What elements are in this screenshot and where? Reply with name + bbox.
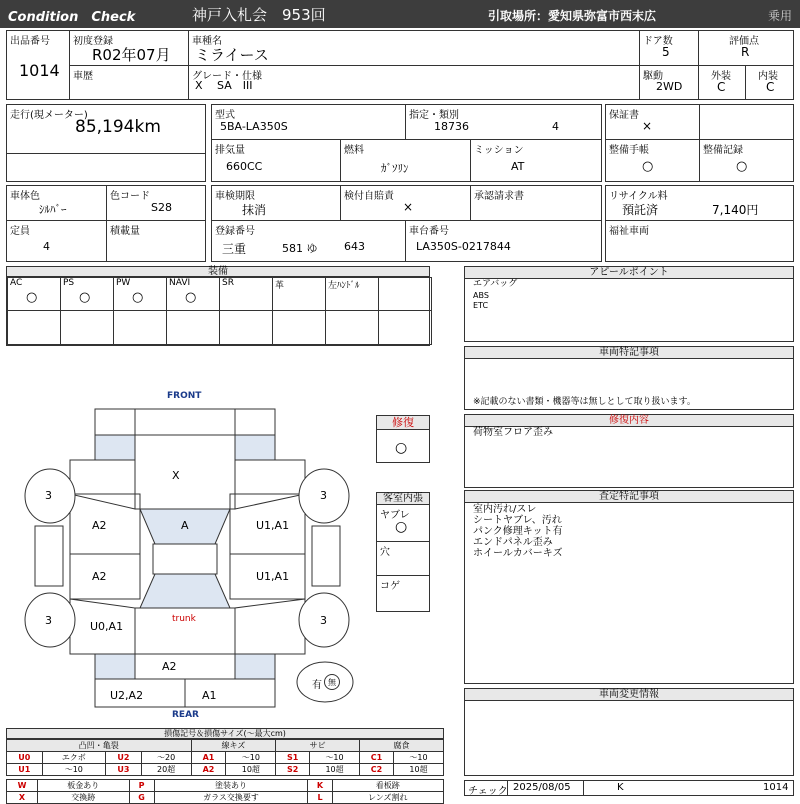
legend-group: 線キズ bbox=[191, 740, 276, 752]
equipment-cell-empty bbox=[60, 310, 114, 345]
score-cell bbox=[698, 30, 794, 66]
equipment-cell-empty bbox=[219, 310, 273, 345]
mileage-value: 85,194km bbox=[75, 117, 161, 137]
hood-panel bbox=[135, 435, 235, 509]
fuel-cell bbox=[340, 139, 471, 182]
cabin-hole-label: 穴 bbox=[380, 547, 390, 558]
appeal-line: ABS bbox=[473, 291, 489, 300]
right-quarter bbox=[235, 599, 305, 654]
first-reg-label: 初度登録 bbox=[73, 36, 113, 47]
legend-table bbox=[6, 739, 444, 776]
legend-code: W bbox=[7, 780, 38, 792]
legend-code: U2 bbox=[106, 752, 142, 764]
legend-code: P bbox=[129, 780, 154, 792]
right-fender bbox=[235, 460, 305, 509]
repair-detail-title: 修復内容 bbox=[465, 415, 793, 427]
model-cell bbox=[211, 104, 406, 140]
plate-number: 581 ゆ bbox=[282, 242, 318, 255]
equipment-cell bbox=[166, 277, 220, 311]
spec-cell bbox=[405, 104, 602, 140]
load-cell bbox=[106, 220, 206, 262]
front-left-corner bbox=[95, 409, 135, 435]
equipment-cell bbox=[378, 277, 432, 311]
legend-code: C1 bbox=[360, 752, 394, 764]
check-divider bbox=[507, 781, 508, 795]
displacement-cell bbox=[211, 139, 341, 182]
interior-label: 内装 bbox=[758, 71, 778, 82]
tire-rr-mark: 3 bbox=[320, 614, 327, 627]
recycle-fee: 7,140円 bbox=[712, 203, 759, 217]
inspection-label: 車検期限 bbox=[215, 191, 255, 202]
left-fender bbox=[70, 460, 135, 509]
assessment-line: シートヤブレ、汚れ bbox=[473, 515, 562, 526]
cabin-box bbox=[376, 492, 430, 612]
insurance-cell bbox=[340, 185, 471, 221]
plate-cell bbox=[211, 220, 406, 262]
auction-title: 神戸入札会 953回 bbox=[192, 6, 326, 24]
legend-desc: ガラス交換要す bbox=[154, 792, 308, 804]
equipment-cell bbox=[113, 277, 167, 311]
check-divider bbox=[583, 781, 584, 795]
repair-detail-line: 荷物室フロア歪み bbox=[473, 427, 553, 438]
mission-cell bbox=[470, 139, 602, 182]
vehicle-name: ミライース bbox=[195, 46, 269, 64]
legend-code: S2 bbox=[276, 764, 310, 776]
chassis-label: 車台番号 bbox=[409, 226, 449, 237]
left-front-door-mark: A2 bbox=[92, 519, 107, 532]
model-label: 型式 bbox=[215, 110, 235, 121]
drive-label: 駆動 bbox=[643, 71, 663, 82]
cabin-tear-mark: ○ bbox=[395, 519, 408, 535]
legend-desc: 板金あり bbox=[37, 780, 129, 792]
tire-rl-mark: 3 bbox=[45, 614, 52, 627]
left-quarter-mark: U0,A1 bbox=[90, 620, 124, 633]
rear-panel bbox=[135, 654, 235, 679]
assessment-line: 室内汚れ/スレ bbox=[473, 504, 537, 515]
legend-desc: 塗装あり bbox=[154, 780, 308, 792]
legend-desc: エクボ bbox=[42, 752, 106, 764]
special-notes-title: 車両特記事項 bbox=[465, 347, 793, 359]
color-value: ｼﾙﾊﾞｰ bbox=[39, 203, 67, 216]
warranty-cell bbox=[605, 104, 700, 140]
interior-cell bbox=[745, 65, 794, 100]
assessment-panel bbox=[464, 490, 794, 684]
recycle-label: リサイクル料 bbox=[609, 191, 668, 202]
mileage-label: 走行(現メーター) bbox=[10, 110, 88, 121]
special-notes-text: ※記載のない書類・機器等は無しとして取り扱います。 bbox=[473, 397, 696, 407]
legend-desc: 〜10 bbox=[310, 752, 360, 764]
rear-window bbox=[140, 574, 230, 608]
legend-code: U3 bbox=[106, 764, 142, 776]
doors-value: 5 bbox=[662, 45, 670, 59]
name-cell bbox=[188, 30, 640, 66]
assessment-line: パンク修理キット有 bbox=[473, 526, 563, 537]
repair-box bbox=[376, 415, 430, 463]
equipment-label: PW bbox=[116, 278, 131, 288]
history-cell bbox=[69, 65, 189, 100]
equipment-cell bbox=[325, 277, 379, 311]
color-cell bbox=[6, 185, 107, 221]
assessment-line: ホイールカバーキズ bbox=[473, 548, 563, 559]
legend-desc: 10超 bbox=[394, 764, 444, 776]
trunk-label: trunk bbox=[172, 614, 196, 624]
load-label: 積載量 bbox=[110, 226, 140, 237]
rear-left-fender-bottom bbox=[95, 654, 135, 679]
chassis-value: LA350S-0217844 bbox=[416, 240, 511, 253]
approval-cell bbox=[470, 185, 602, 221]
mileage-divider bbox=[7, 153, 205, 154]
check-label: チェック bbox=[468, 786, 508, 797]
inspection-cell bbox=[211, 185, 341, 221]
modification-yes-label: 有 bbox=[312, 680, 322, 691]
lot-number: 1014 bbox=[19, 61, 60, 80]
vehicle-category: 乗用 bbox=[768, 9, 793, 23]
model-value: 5BA-LA350S bbox=[220, 120, 288, 133]
mileage-cell bbox=[6, 104, 206, 182]
hood-mark: X bbox=[172, 469, 180, 482]
history-label: 車歴 bbox=[73, 71, 93, 82]
equipment-cell-empty bbox=[325, 310, 379, 345]
legend-code: U1 bbox=[7, 764, 43, 776]
score-value: R bbox=[741, 45, 750, 59]
warranty-label: 保証書 bbox=[609, 110, 639, 121]
change-info-panel bbox=[464, 688, 794, 776]
approval-label: 承認請求書 bbox=[474, 191, 524, 202]
equipment-label: 革 bbox=[275, 281, 285, 291]
appeal-title: アピールポイント bbox=[465, 267, 793, 279]
legend-desc: レンズ割れ bbox=[332, 792, 443, 804]
appeal-line: エアバッグ bbox=[473, 279, 518, 289]
legend-desc: 10超 bbox=[310, 764, 360, 776]
check-bar bbox=[464, 780, 794, 796]
right-mirror-box bbox=[312, 526, 340, 586]
front-right-corner bbox=[235, 409, 275, 435]
equipment-mark: ○ bbox=[26, 290, 38, 305]
recycle-cell bbox=[605, 185, 794, 221]
first-reg-value: R02年07月 bbox=[92, 46, 171, 64]
equipment-label: SR bbox=[222, 278, 234, 288]
legend-code: L bbox=[308, 792, 332, 804]
equipment-cell-empty bbox=[113, 310, 167, 345]
legend-desc: 〜10 bbox=[42, 764, 106, 776]
cabin-divider bbox=[377, 541, 429, 542]
legend-group: 腐食 bbox=[360, 740, 444, 752]
equipment-cell bbox=[219, 277, 273, 311]
equipment-label: AC bbox=[10, 278, 23, 288]
legend-desc: 20超 bbox=[141, 764, 191, 776]
capacity-value: 4 bbox=[43, 240, 50, 253]
modification-no-mark: 無 bbox=[324, 674, 340, 690]
fuel-value: ｶﾞｿﾘﾝ bbox=[381, 162, 409, 175]
legend-code: C2 bbox=[360, 764, 394, 776]
equipment-cell-empty bbox=[166, 310, 220, 345]
rear-bumper-left-mark: U2,A2 bbox=[110, 689, 144, 702]
legend-table-2 bbox=[6, 779, 444, 804]
displacement-label: 排気量 bbox=[215, 145, 245, 156]
color-code-value: S28 bbox=[151, 201, 172, 214]
right-front-door-mark: U1,A1 bbox=[256, 519, 290, 532]
brand-title: Condition Check bbox=[8, 10, 136, 25]
exterior-cell bbox=[698, 65, 746, 100]
legend-desc: 〜10 bbox=[226, 752, 276, 764]
front-label: FRONT bbox=[167, 391, 202, 401]
color-code-label: 色コード bbox=[110, 191, 150, 202]
equipment-cell-empty bbox=[378, 310, 432, 345]
front-left-fender-top bbox=[95, 435, 135, 460]
legend-group: サビ bbox=[276, 740, 360, 752]
legend-desc: 交換跡 bbox=[37, 792, 129, 804]
capacity-cell bbox=[6, 220, 107, 262]
windshield-mark: A bbox=[181, 519, 189, 532]
equipment-label: 左ﾊﾝﾄﾞﾙ bbox=[328, 281, 360, 291]
equipment-label: NAVI bbox=[169, 278, 191, 288]
spec-class-number: 4 bbox=[552, 120, 559, 133]
exterior-label: 外装 bbox=[711, 71, 731, 82]
legend-group: 凸凹・亀裂 bbox=[7, 740, 192, 752]
cabin-title: 客室内張 bbox=[377, 493, 429, 505]
legend-desc: 〜20 bbox=[141, 752, 191, 764]
warranty-blank-cell bbox=[699, 104, 794, 140]
legend-code: U0 bbox=[7, 752, 43, 764]
inspection-value: 抹消 bbox=[242, 203, 267, 217]
equipment-cell bbox=[7, 277, 61, 311]
welfare-cell bbox=[605, 220, 794, 262]
assessment-line: エンドパネル歪み bbox=[473, 537, 553, 548]
right-rear-door-mark: U1,A1 bbox=[256, 570, 290, 583]
rear-bumper-right-mark: A1 bbox=[202, 689, 217, 702]
record-label: 整備記録 bbox=[703, 145, 743, 156]
equipment-grid bbox=[7, 277, 429, 345]
displacement-value: 660CC bbox=[226, 160, 263, 173]
rear-label: REAR bbox=[172, 710, 199, 720]
chassis-cell bbox=[405, 220, 602, 262]
header-bar bbox=[0, 0, 800, 28]
color-label: 車体色 bbox=[10, 191, 40, 202]
front-right-fender-top bbox=[235, 435, 275, 460]
lot-cell bbox=[6, 30, 70, 100]
equipment-title: 装備 bbox=[7, 267, 429, 277]
rear-panel-mark: A2 bbox=[162, 660, 177, 673]
pickup-location: 引取場所：愛知県弥富市西末広 bbox=[488, 9, 657, 23]
car-damage-diagram bbox=[0, 384, 440, 724]
cabin-tear-label: ヤブレ bbox=[380, 510, 410, 521]
grade-cell bbox=[188, 65, 640, 100]
appeal-line: ETC bbox=[473, 301, 489, 310]
capacity-label: 定員 bbox=[10, 226, 30, 237]
appeal-panel bbox=[464, 266, 794, 342]
warranty-value: × bbox=[642, 119, 653, 133]
record-cell bbox=[699, 139, 794, 182]
grade-label: グレード・仕様 bbox=[192, 71, 262, 82]
drive-value: 2WD bbox=[656, 80, 683, 93]
plate-number-2: 643 bbox=[344, 240, 365, 253]
equipment-cell bbox=[272, 277, 326, 311]
equipment-label: PS bbox=[63, 278, 75, 288]
legend-desc: 看板跡 bbox=[332, 780, 443, 792]
plate-label: 登録番号 bbox=[215, 226, 255, 237]
damage-legend bbox=[6, 728, 444, 804]
legend-code: G bbox=[129, 792, 154, 804]
insurance-label: 検付自賠責 bbox=[344, 191, 394, 202]
legend-code: X bbox=[7, 792, 38, 804]
insurance-value: × bbox=[403, 200, 414, 214]
mission-value: AT bbox=[511, 160, 525, 173]
special-notes-panel bbox=[464, 346, 794, 410]
tire-fr-mark: 3 bbox=[320, 489, 327, 502]
lot-label: 出品番号 bbox=[10, 36, 50, 47]
check-lot: 1014 bbox=[763, 782, 789, 793]
score-label: 評価点 bbox=[729, 36, 759, 47]
manual-value: ○ bbox=[642, 159, 654, 174]
equipment-mark: ○ bbox=[185, 290, 197, 305]
repair-title: 修復 bbox=[377, 416, 429, 430]
color-code-cell bbox=[106, 185, 206, 221]
equipment-cell bbox=[60, 277, 114, 311]
equipment-panel bbox=[6, 266, 430, 346]
check-date: 2025/08/05 bbox=[513, 782, 571, 793]
equipment-cell-empty bbox=[7, 310, 61, 345]
tire-fl-mark: 3 bbox=[45, 489, 52, 502]
assessment-title: 査定特記事項 bbox=[465, 491, 793, 503]
roof-panel bbox=[153, 544, 217, 574]
change-info-title: 車両変更情報 bbox=[465, 689, 793, 701]
equipment-cell-empty bbox=[272, 310, 326, 345]
legend-code: K bbox=[308, 780, 332, 792]
cabin-divider bbox=[377, 575, 429, 576]
left-mirror-box bbox=[35, 526, 63, 586]
doors-cell bbox=[639, 30, 699, 66]
mission-label: ミッション bbox=[474, 145, 524, 156]
spec-type-number: 18736 bbox=[434, 120, 469, 133]
legend-desc: 10超 bbox=[226, 764, 276, 776]
front-bumper bbox=[135, 409, 235, 435]
legend-desc: 〜10 bbox=[394, 752, 444, 764]
equipment-mark: ○ bbox=[132, 290, 144, 305]
repair-detail-panel bbox=[464, 414, 794, 488]
equipment-mark: ○ bbox=[79, 290, 91, 305]
legend-code: S1 bbox=[276, 752, 310, 764]
cabin-burn-label: コゲ bbox=[380, 581, 400, 592]
manual-cell bbox=[605, 139, 700, 182]
interior-value: C bbox=[766, 80, 775, 94]
grade-value: X SA III bbox=[195, 79, 253, 92]
recycle-status: 預託済 bbox=[622, 203, 659, 217]
rear-bumper-right bbox=[185, 679, 275, 707]
legend-code: A1 bbox=[191, 752, 226, 764]
check-staff: K bbox=[617, 782, 624, 793]
legend-code: A2 bbox=[191, 764, 226, 776]
doors-label: ドア数 bbox=[643, 36, 673, 47]
legend-title: 損傷記号＆損傷サイズ(〜最大cm) bbox=[6, 728, 444, 739]
spec-label: 指定・類別 bbox=[409, 110, 459, 121]
name-label: 車種名 bbox=[192, 36, 222, 47]
manual-label: 整備手帳 bbox=[609, 145, 649, 156]
left-rear-door-mark: A2 bbox=[92, 570, 107, 583]
welfare-label: 福祉車両 bbox=[609, 226, 649, 237]
fuel-label: 燃料 bbox=[344, 145, 364, 156]
exterior-value: C bbox=[717, 80, 726, 94]
plate-area: 三重 bbox=[222, 242, 247, 256]
rear-right-fender-bottom bbox=[235, 654, 275, 679]
record-value: ○ bbox=[736, 159, 748, 174]
repair-mark: ○ bbox=[395, 440, 408, 456]
first-reg-cell bbox=[69, 30, 189, 66]
drive-cell bbox=[639, 65, 699, 100]
